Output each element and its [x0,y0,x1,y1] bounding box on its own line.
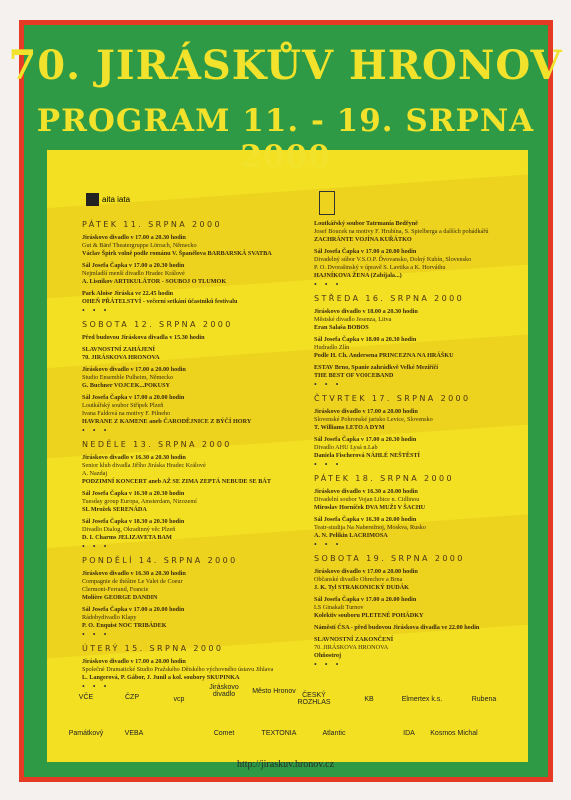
sponsor-logo: Město Hronov [252,687,296,695]
event-line: Divadelní soubor Vojan Libice n. Cidlinou [314,496,420,503]
program-event [82,570,297,602]
poster-subtitle: PROGRAM 11. - 19. SRPNA 2000 [36,103,535,175]
separator-dots: • • • [82,426,110,435]
event-line: A. N. Pelikin LACRIMOSA [314,532,388,539]
event-line: Miroslav Horníček DVA MUŽI V ŠACHU [314,504,426,511]
event-line: Sál Josefa Čapka v 17.00 a 20.30 hodin [82,262,185,269]
sponsor-logo: KB [364,695,374,703]
event-line: Daniela Fischerová NÁHLÉ NEŠTĚSTÍ [314,452,420,459]
event-line: Sál Josefa Čapka v 17.00 a 20.00 hodin [82,606,185,613]
event-line: Jiráskovo divadlo v 17.00 a 20.30 hodin [82,234,186,241]
sponsor-logo: Elmertex k.s. [401,695,443,703]
sponsor-logo: Kosmos Michal [430,729,478,737]
website-url[interactable]: http://jiraskuv.hronov.cz [236,759,335,770]
event-line: Tuesday group Europa, Amsterdam, Nizozemí [82,498,197,505]
event-line: Divadlo AHU Lysá n.Lab [314,444,378,451]
day-heading: SOBOTA 19. SRPNA 2000 [314,554,465,563]
program-event [314,336,529,360]
event-line: Gut & Bänf Theatergruppe Lörrach, Německo [82,242,197,249]
sponsor-logo: VČE [78,693,94,701]
event-line: Jiráskovo divadlo v 16.30 a 20.30 hodin [82,454,186,461]
event-line: Městské divadlo Jesenza, Litva [314,316,392,323]
sponsor-logo: VEBA [124,729,144,737]
separator-dots: • • • [314,460,342,469]
sponsor-logo [480,726,528,744]
event-line: PODZIMNÍ KONCERT aneb AŽ SE ZIMA ZEPTÁ NEBUDE SE BÁT [82,478,271,485]
event-line: Clermont-Ferrand, Francie [82,586,149,593]
event-line: Park Aloise Jiráska ve 22.45 hodin [82,290,174,297]
program-event [314,636,529,660]
event-line: Jiráskovo divadlo v 16.30 a 20.00 hodin [314,488,418,495]
separator-dots: • • • [314,280,342,289]
event-line: Josef Boucek na motivy F. Hrubína, S. Spielberga a dalších pohádkářů [314,228,489,235]
event-line: Občanské divadlo Ohrechov a Brna [314,576,403,583]
event-line: ZACHRÁNTE VOJÍNA KUŘÁTKO [314,236,412,243]
program-right-column [314,216,529,669]
program-event [82,606,297,630]
event-line: Nejmladší menší divadlo Hradec Králové [82,270,185,277]
event-line: Ohňostroj [314,652,342,659]
event-line: D. I. Charms JELIZAVETA BAM [82,534,172,541]
separator-dots: • • • [314,380,342,389]
event-line: Jiráskovo divadlo v 17.00 a 20.00 hodin [82,658,186,665]
program-left-column [82,215,297,691]
sponsor-logo: Atlantic [322,729,346,737]
program-event [314,436,529,460]
event-line: Náměstí ČSA - před budovou Jiráskova divadla ve 22.00 hodin [314,624,480,631]
program-event [314,364,529,380]
event-line: 70. JIRÁSKOVA HRONOVA [314,644,389,651]
event-line: Slovenské Pohronské jarisko Levice, Slovensko [314,416,433,423]
event-line: Jiráskovo divadlo v 17.00 a 20.00 hodin [82,366,186,373]
sponsor-logo: TEXTONIA [261,729,297,737]
program-event [314,220,529,244]
event-line: Loutkářský soubor Tatrmanía Bedřyně [314,220,418,227]
event-line: Před budovou Jiráskova divadla v 15.30 hodin [82,334,205,341]
event-line: Ivana Faldová na motivy F. Pilneho [82,410,171,417]
event-line: Sál Josefa Čapka v 17.00 a 20.00 hodin [314,248,417,255]
aita-text: aita iata [102,194,131,204]
program-event [314,516,529,540]
sponsor-logo: Rubena [471,695,497,703]
program-event [314,308,529,332]
event-line: Loutkářský soubor Střípek Plzeň [82,402,164,409]
event-line: Sál Josefa Čapka v 18.00 a 20.30 hodin [314,336,417,343]
program-event [314,488,529,512]
program-event [314,408,529,432]
day-heading: SOBOTA 12. SRPNA 2000 [82,320,233,329]
event-line: SLAVNOSTNÍ ZAHÁJENÍ [82,346,155,353]
event-line: P. O. Enquist NOC TRIBÁDEK [82,622,167,629]
event-line: Podle H. Ch. Andersena PRINCEZNA NA HRÁŠKU [314,352,454,359]
sponsor-logo: IDA [403,729,415,737]
event-line: J. K. Tyl STRAKONICKÝ DUDÁK [314,584,409,591]
event-line: Hudradlo Zlín [314,344,350,351]
event-line: THE BEST OF VOICEBAND [314,372,394,379]
sponsor-logo: Jiráskovo divadlo [209,684,239,698]
sponsor-logo: vcp [173,695,185,703]
aita-logo [86,187,136,211]
event-line: HAVRANE Z KAMENE aneb ČARODĚJNICE Z BÝČÍ HORY [82,418,252,425]
event-line: G. Buchner VOJCEK...POKUSY [82,382,171,389]
program-event [82,394,297,426]
event-line: Kolektiv souboru PLETENÉ POHÁDKY [314,612,424,619]
program-event [82,454,297,486]
event-line: OHEŇ PŘÁTELSTVÍ - večerní setkání účastníků festivalu [82,298,238,305]
event-line: LS Ginakalt Turnov [314,604,364,611]
event-line: Sál Josefa Čapka v 17.00 a 20.00 hodin [314,596,417,603]
program-event [82,262,297,286]
program-event [82,234,297,258]
program-event [314,596,529,620]
event-line: Eran Salaša BOBOS [314,324,369,331]
separator-dots: • • • [82,630,110,639]
event-line: P. O. Dvorašinský v úpravě S. Lavtika a K. Horváthu [314,264,446,271]
day-heading: ÚTERÝ 15. SRPNA 2000 [82,644,224,653]
event-line: SL Mrožek SERENÁDA [82,506,147,513]
sponsor-logo: ČESKÝ ROZHLAS [297,692,331,706]
event-line: Divadlo Dialog, Okradinný věc Plzeň [82,526,176,533]
program-event [82,366,297,390]
event-line: Sál Josefa Čapka v 17.00 a 20.30 hodin [314,436,417,443]
program-event [82,518,297,542]
event-line: Divadelný súbor V.S.O.P. Ďvovansko, Dolný Kubín, Slovensko [314,256,472,263]
separator-dots: • • • [82,542,110,551]
event-line: Jiráskovo divadlo v 17.00 a 20.00 hodin [314,408,418,415]
festival-logo-icon [319,191,335,215]
event-line: A. Nazdaj [82,470,108,477]
day-heading: PÁTEK 18. SRPNA 2000 [314,474,454,483]
event-line: Senior klub divadla Jiřího Jiráska Hradec Králové [82,462,206,469]
aita-square-icon [86,193,99,206]
separator-dots: • • • [82,306,110,315]
event-line: Sál Josefa Čapka v 17.00 a 20.00 hodin [82,394,185,401]
event-line: SLAVNOSTNÍ ZAKONČENÍ [314,636,394,643]
event-line: Jiráskovo divadlo v 17.00 a 20.00 hodin [314,568,418,575]
sponsor-logo: ČZP [125,693,139,701]
day-heading: STŘEDA 16. SRPNA 2000 [314,294,465,303]
event-line: Studio Ensemble Pulheim, Německo [82,374,174,381]
event-line: L. Langerová, P. Gábor, J. Junil a kol. soubory SKUPINKA [82,674,240,681]
event-line: Sál Josefa Čapka v 16.30 a 20.30 hodin [82,490,185,497]
day-heading: NEDĚLE 13. SRPNA 2000 [82,440,232,449]
program-event [314,248,529,280]
event-line: 70. JIRÁSKOVA HRONOVA [82,354,160,361]
sponsor-logo: Comet [213,729,235,737]
separator-dots: • • • [82,682,110,691]
separator-dots: • • • [314,540,342,549]
program-event [82,290,297,306]
program-event [82,658,297,682]
event-line: Rádobydivadlo Klapy [82,614,137,621]
event-line: Společné Dramatické Studio Pražského Dětského výchovného ústavu Jihlava [82,666,274,673]
program-event [314,568,529,592]
program-event [82,346,297,362]
event-line: Compagnie de théâtre Le Valet de Coeur [82,578,183,585]
event-line: HAJNÍKOVA ŽENA (Zabíjala...) [314,272,402,279]
program-event [314,624,529,632]
program-event [82,490,297,514]
event-line: Sál Josefa Čapka v 18.30 a 20.30 hodin [82,518,185,525]
event-line: Jiráskovo divadlo v 16.30 a 20.30 hodin [82,570,186,577]
event-line: A. Lisnikov ARTIKULÁTOR - SOUBOJ O TLUMOK [82,278,227,285]
program-event [82,334,297,342]
event-line: Molière GEORGE DANDIN [82,594,158,601]
event-line: Jiráskovo divadlo v 18.00 a 20.30 hodin [314,308,418,315]
poster-title: 70. JIRÁSKŮV HRONOV [8,42,563,89]
day-heading: ČTVRTEK 17. SRPNA 2000 [314,394,471,403]
day-heading: PÁTEK 11. SRPNA 2000 [82,220,222,229]
event-line: Sál Josefa Čapka v 16.30 a 20.00 hodin [314,516,417,523]
sponsor-logo: Památkový [68,729,104,737]
event-line: ESTAV Brno, Spanie zahrádkvě Velké Meziříčí [314,364,439,371]
day-heading: PONDĚLÍ 14. SRPNA 2000 [82,556,238,565]
event-line: Václav Špirk volně podle románu V. Španělova BARBARSKÁ SVATBA [82,250,272,257]
separator-dots: • • • [314,660,342,669]
event-line: Teatr-studija Na Naberežnoj, Moskva, Rusko [314,524,426,531]
event-line: T. Williams LETO A DYM [314,424,385,431]
